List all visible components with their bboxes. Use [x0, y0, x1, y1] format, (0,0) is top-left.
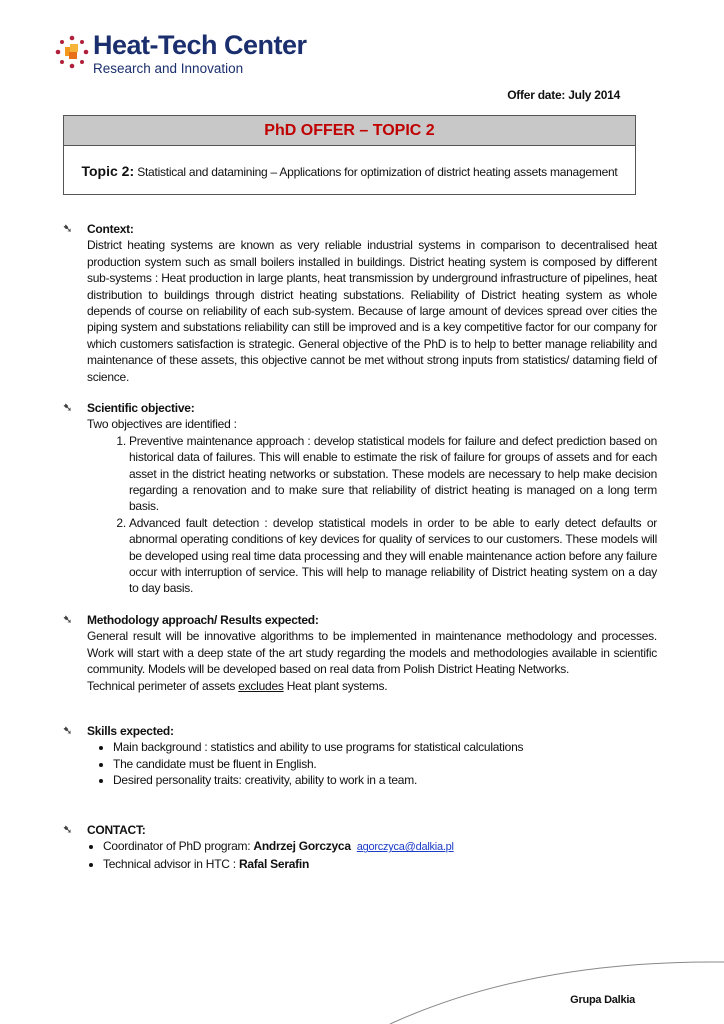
methodology-section	[63, 612, 657, 694]
arrow-bullet-icon: ➷	[63, 614, 72, 626]
footer-swoosh-decoration	[170, 940, 724, 1024]
footer-company: Grupa Dalkia	[570, 994, 635, 1006]
coordinator-label: Coordinator of PhD program:	[103, 839, 254, 854]
contact-section	[63, 822, 657, 872]
skills-section	[63, 723, 657, 789]
context-heading: Context:	[87, 222, 134, 236]
arrow-bullet-icon: ➷	[63, 223, 72, 235]
contact-heading: CONTACT:	[87, 823, 146, 837]
advisor-label: Technical advisor in HTC :	[103, 856, 239, 871]
objective-item: 1. Preventive maintenance approach : develop statistical models for failure and defect prediction based on historical data of failures. This will enable to estimate the risk of failure for groups of assets and for each asset in the district heating networks or substation. These models are necessary to help make decision regarding a renovation and to make sure that reliability of district heating is managed on a long term basis.	[129, 433, 657, 515]
topic-line	[64, 146, 635, 179]
logo-mark-icon	[55, 35, 89, 69]
logo-title: Heat-Tech Center	[93, 30, 307, 60]
scientific-heading: Scientific objective:	[87, 401, 195, 415]
advisor-item	[103, 856, 657, 872]
contact-list	[63, 838, 657, 872]
arrow-bullet-icon: ➷	[63, 824, 72, 836]
perimeter-text	[63, 678, 657, 694]
topic-label: Topic 2:	[81, 163, 135, 179]
context-section	[63, 221, 657, 385]
methodology-heading: Methodology approach/ Results expected:	[87, 613, 319, 627]
offer-title: PhD OFFER – TOPIC 2	[64, 116, 635, 146]
skill-item: • Desired personality traits: creativity, ability to work in a team.	[113, 772, 657, 788]
logo-subtitle: Research and Innovation	[93, 61, 244, 76]
perimeter-post: Heat plant systems.	[283, 678, 388, 693]
topic-text: Statistical and datamining – Applications for optimization of district heating assets management	[137, 165, 618, 179]
arrow-bullet-icon: ➷	[63, 725, 72, 737]
skill-item: • Main background : statistics and ability to use programs for statistical calculations	[113, 739, 657, 755]
heat-tech-logo	[55, 30, 345, 82]
context-text: District heating systems are known as very reliable industrial systems in comparison to decentralised heat production system such as small boilers installed in buildings. District heating system is composed by different sub-systems : Heat production in large plants, heat transmission by underground infrastructure of pipelines, heat distribution to buildings through district heating substations. Reliability of District heating system as whole depends of course on reliability of each sub-system. Because of large amount of devices spread over cities the piping system and substations reliability can still be improved and is a key competitive factor for our company for which customers satisfaction is strategic. General objective of the PhD is to help to better manage reliability and maintenance of these assets, this objective cannot be met without strong inputs from statistics/ dataming field of science.	[87, 238, 657, 384]
scientific-intro: Two objectives are identified :	[87, 417, 237, 432]
perimeter-excludes: excludes	[238, 678, 284, 693]
coordinator-email-link[interactable]: agorczyca@dalkia.pl	[356, 841, 454, 854]
offer-date: Offer date: July 2014	[507, 88, 620, 102]
arrow-bullet-icon: ➷	[63, 402, 72, 414]
coordinator-name: Andrzej Gorczyca	[253, 839, 351, 854]
methodology-text: General result will be innovative algorithms to be implemented in maintenance methodology and processes. Work will start with a deep state of the art study regarding the models and methodologies available in scientific community. Models will be developed based on real data from Polish District Heating Networks.	[87, 629, 657, 677]
advisor-name: Rafal Serafin	[238, 856, 310, 871]
coordinator-item	[103, 838, 657, 855]
scientific-section	[63, 400, 657, 597]
objective-item: 2. Advanced fault detection : develop statistical models in order to be able to early detect defaults or abnormal operating conditions of key devices for quality of services to our customers. These models will be developed using real time data processing and they will enable maintenance action before any failure occur with interruption of service. This will help to manage reliability of District heating system on a day to day basis.	[129, 515, 657, 597]
skills-heading: Skills expected:	[87, 724, 174, 738]
skills-list	[63, 739, 657, 788]
objectives-list	[63, 433, 657, 597]
offer-title-box	[63, 115, 636, 195]
skill-item: • The candidate must be fluent in English.	[113, 756, 657, 772]
perimeter-pre: Technical perimeter of assets	[87, 678, 239, 693]
